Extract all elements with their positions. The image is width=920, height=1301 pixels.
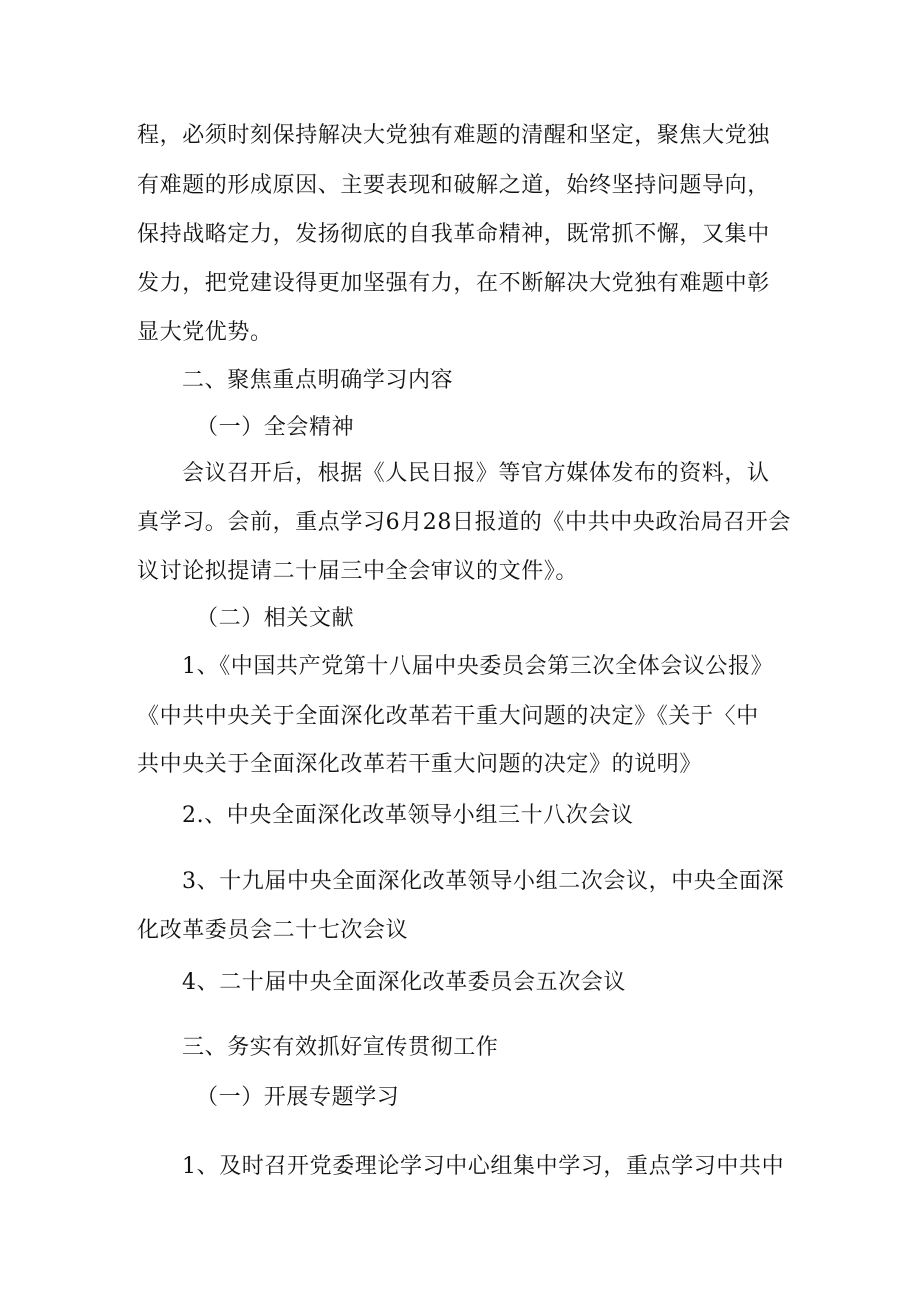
list-item-continuation: 共中央关于全面深化改革若干重大问题的决定》的说明》	[137, 752, 703, 777]
section-heading: 三、务实有效抓好宣传贯彻工作	[182, 1035, 499, 1060]
list-item-continuation: 化改革委员会二十七次会议	[137, 918, 409, 943]
list-item: 3、十九届中央全面深化改革领导小组二次会议，中央全面深	[182, 869, 785, 894]
paragraph-line: 会议召开后，根据《人民日报》等官方媒体发布的资料，认	[182, 461, 770, 486]
subsection-heading: （一）开展专题学习	[196, 1085, 400, 1110]
paragraph-line: 议讨论拟提请二十届三中全会审议的文件》。	[137, 559, 579, 584]
list-item: 4、二十届中央全面深化改革委员会五次会议	[182, 970, 626, 995]
list-item-continuation: 《中共中央关于全面深化改革若干重大问题的决定》《关于〈中	[137, 704, 759, 729]
paragraph-line: 程，必须时刻保持解决大党独有难题的清醒和坚定，聚焦大党独	[137, 123, 770, 148]
subsection-heading: （一）全会精神	[196, 415, 355, 440]
subsection-heading: （二）相关文献	[196, 606, 355, 631]
section-heading: 二、聚焦重点明确学习内容	[182, 368, 454, 393]
list-item: 2.、中央全面深化改革领导小组三十八次会议	[182, 803, 634, 828]
paragraph-line: 真学习。会前，重点学习6月28日报道的《中共中央政治局召开会	[137, 510, 791, 535]
paragraph-line: 有难题的形成原因、主要表现和破解之道，始终坚持问题导向，	[137, 173, 770, 198]
paragraph-line: 显大党优势。	[137, 320, 273, 345]
list-item: 1、《中国共产党第十八届中央委员会第三次全体会议公报》	[182, 654, 774, 679]
list-item: 1、及时召开党委理论学习中心组集中学习，重点学习中共中	[182, 1154, 785, 1179]
paragraph-line: 保持战略定力，发扬彻底的自我革命精神，既常抓不懈，又集中	[137, 222, 770, 247]
paragraph-line: 发力，把党建设得更加坚强有力，在不断解决大党独有难题中彰	[137, 271, 770, 296]
